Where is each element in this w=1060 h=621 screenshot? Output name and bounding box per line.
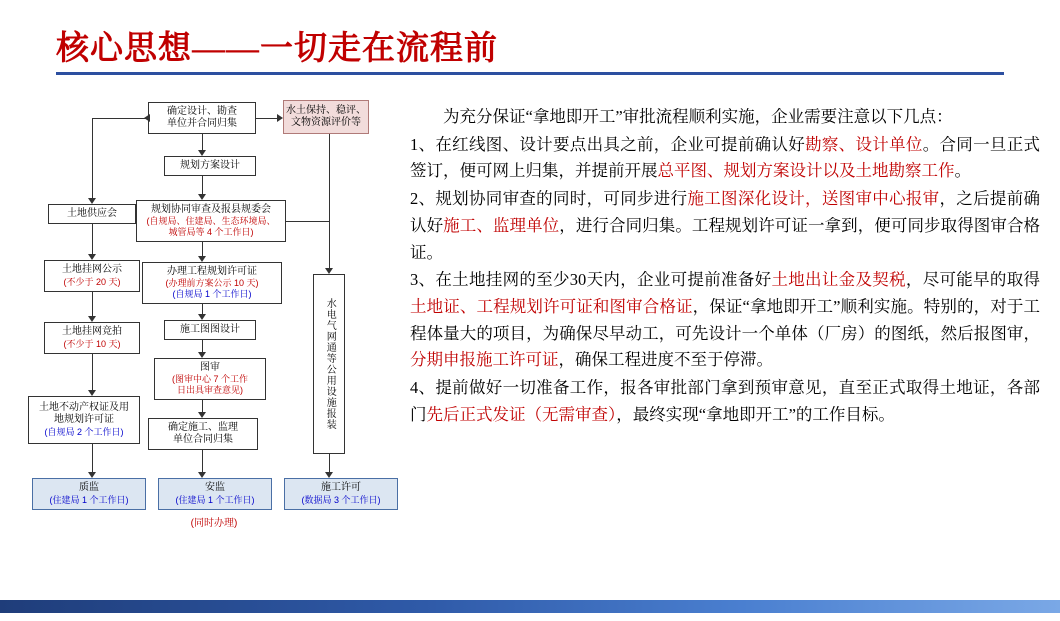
node-line1: 图审 <box>200 361 220 373</box>
node-line1: 确定设计、勘查 <box>167 105 237 117</box>
body-text <box>410 104 1040 430</box>
page-title: 核心思想——一切走在流程前 <box>56 31 498 67</box>
arrow-down-icon <box>198 352 206 358</box>
arrow-down-icon <box>88 316 96 322</box>
node-sub1: (住建局 1 个工作日) <box>175 494 255 505</box>
flow-node-safety-supervision <box>158 478 272 510</box>
connector <box>92 292 93 316</box>
flow-node-quality-supervision <box>32 478 146 510</box>
node-sub2: 日出具审查意见) <box>177 385 243 396</box>
flow-node-construction-license <box>284 478 398 510</box>
flow-node-utilities <box>313 274 345 454</box>
connector <box>92 118 93 134</box>
flow-note: (同时办理) <box>190 518 238 529</box>
flow-node-confirm-contractor <box>148 418 258 450</box>
flow-node-soil-eval <box>283 100 369 134</box>
arrow-down-icon <box>88 390 96 396</box>
arrow-down-icon <box>198 256 206 262</box>
node-sub1: (办理前方案公示 10 天) <box>165 278 259 288</box>
node-line1: 安监 <box>205 482 225 494</box>
connector <box>202 176 203 194</box>
node-line1: 水土保持、稳评、 <box>286 104 366 116</box>
arrow-down-icon <box>198 472 206 478</box>
flowchart <box>18 96 398 556</box>
node-line2: 地规划许可证 <box>54 414 114 426</box>
paragraph-3: 3、在土地挂网的至少30天内，企业可提前准备好土地出让金及契税，尽可能早的取得土地证、工程规划许可证和图审合格证，保证“拿地即开工”顺利实施。特别的，对于工程体量大的项目，为确保尽早动工，可先设计一个单体（厂房）的图纸，然后报图审，分期申报施工许可证，确保工程进度不至于停滞。 <box>410 270 1041 370</box>
node-sub1: (不少于 20 天) <box>63 276 121 287</box>
node-sub2: 城管局等 4 个工作日) <box>168 227 254 238</box>
node-sub1: (不少于 10 天) <box>63 338 121 349</box>
connector <box>329 134 330 268</box>
node-sub1: (住建局 1 个工作日) <box>49 494 129 505</box>
node-line1: 规划协同审查及报县规委会 <box>151 203 271 215</box>
connector <box>202 134 203 150</box>
title-divider <box>56 72 1004 75</box>
node-line2: 单位并合同归集 <box>167 118 237 129</box>
arrow-down-icon <box>198 314 206 320</box>
node-line2: 文物资源评价等 <box>291 117 361 128</box>
node-line1: 质监 <box>79 482 99 494</box>
node-sub1: (图审中心 7 个工作 <box>171 374 248 384</box>
flow-node-construction-permit <box>142 262 282 304</box>
node-line1: 水电气网通等公用设施报装 <box>324 298 336 430</box>
flow-node-land-certificate <box>28 396 140 444</box>
flow-node-plan-design <box>164 156 256 176</box>
node-line1: 确定施工、监理 <box>168 421 238 433</box>
arrow-down-icon <box>88 472 96 478</box>
arrow-down-icon <box>325 268 333 274</box>
arrow-down-icon <box>88 254 96 260</box>
node-sub1: (数据局 3 个工作日) <box>301 494 381 505</box>
node-line1: 土地供应会 <box>67 207 117 219</box>
flow-node-confirm-design <box>148 102 256 134</box>
arrow-down-icon <box>88 198 96 204</box>
connector <box>92 224 93 254</box>
paragraph-4: 4、提前做好一切准备工作，报各审批部门拿到预审意见，直至正式取得土地证，各部门先后正式发证（无需审查），最终实现“拿地即开工”的工作目标。 <box>410 378 1040 424</box>
arrow-left-icon <box>144 114 150 122</box>
flow-node-land-publicity <box>44 260 140 292</box>
connector <box>202 400 203 412</box>
node-sub1: (自规局、住建局、生态环境局、 <box>146 216 276 226</box>
connector <box>202 242 203 256</box>
node-line1: 施工图图设计 <box>180 323 240 335</box>
node-sub2: (自规局 1 个工作日) <box>172 289 252 300</box>
connector <box>286 221 329 222</box>
arrow-down-icon <box>198 412 206 418</box>
node-line1: 土地挂网公示 <box>62 264 122 276</box>
node-sub1: (自规局 2 个工作日) <box>44 426 124 437</box>
node-line2: 单位合同归集 <box>173 434 233 445</box>
paragraph-1: 1、在红线图、设计要点出具之前，企业可提前确认好勘察、设计单位。合同一旦正式签订，便可网上归集，并提前开展总平图、规划方案设计以及土地勘察工作。 <box>410 134 1041 181</box>
flow-node-land-auction <box>44 322 140 354</box>
node-line1: 施工许可 <box>321 482 361 494</box>
connector <box>202 450 203 472</box>
arrow-down-icon <box>198 194 206 200</box>
connector <box>92 354 93 390</box>
connector <box>202 304 203 314</box>
connector <box>202 340 203 352</box>
connector <box>256 118 277 119</box>
node-line1: 土地不动产权证及用 <box>39 401 129 413</box>
footer-bar <box>0 600 1060 613</box>
arrow-down-icon <box>325 472 333 478</box>
flow-node-land-supply <box>48 204 136 224</box>
node-line1: 土地挂网竞拍 <box>62 326 122 338</box>
flow-node-drawing-review <box>154 358 266 400</box>
flow-node-coordinated-review <box>136 200 286 242</box>
paragraph-0: 为充分保证“拿地即开工”审批流程顺利实施，企业需要注意以下几点： <box>443 107 953 126</box>
connector <box>92 118 148 119</box>
node-line1: 规划方案设计 <box>180 159 240 171</box>
node-line1: 办理工程规划许可证 <box>167 265 257 277</box>
arrow-down-icon <box>198 150 206 156</box>
paragraph-2: 2、规划协同审查的同时，可同步进行施工图深化设计，送图审中心报审，之后提前确认好施工、监理单位，进行合同归集。工程规划许可证一拿到，便可同步取得图审合格证。 <box>410 189 1041 262</box>
connector <box>92 134 93 198</box>
flow-node-drawing-design <box>164 320 256 340</box>
arrow-right-icon <box>277 114 283 122</box>
connector <box>329 454 330 472</box>
connector <box>92 444 93 472</box>
